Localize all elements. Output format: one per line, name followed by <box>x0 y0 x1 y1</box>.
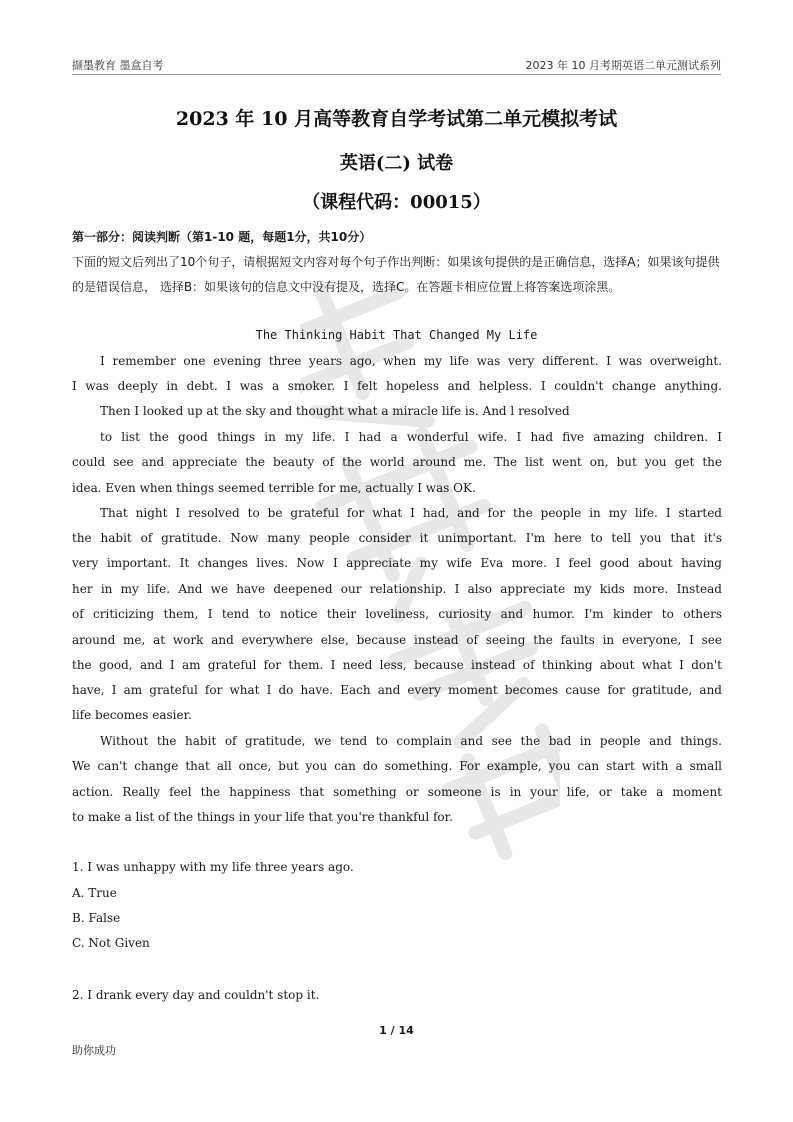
passage-line: around me, at work and everywhere else, because instead of seeing the faults in everyone, I see <box>72 633 722 647</box>
passage-line: to list the good things in my life. I had a wonderful wife. I had five amazing children. I <box>100 430 722 444</box>
page-number: 1 / 14 <box>379 1024 414 1037</box>
page-footer: 助你成功 <box>72 1044 116 1057</box>
passage-line: her in my life. And we have deepened our relationship. I also appreciate my kids more. Instead <box>72 582 722 596</box>
passage-line: the habit of gratitude. Now many people consider it unimportant. I'm here to tell you that it's <box>72 531 722 545</box>
passage-title: The Thinking Habit That Changed My Life <box>255 328 538 342</box>
passage-line: of criticizing them, I tend to notice their loveliness, curiosity and humor. I'm kinder to others <box>72 607 722 621</box>
passage-line: That night I resolved to be grateful for what I had, and for the people in my life. I started <box>100 506 722 520</box>
passage-line: idea. Even when things seemed terrible for me, actually I was OK. <box>72 481 476 495</box>
passage-line: could see and appreciate the beauty of the world around me. The list went on, but you get the <box>72 455 722 469</box>
exam-subject: 英语(二) 试卷 <box>339 153 454 174</box>
exam-title: 2023 年 10 月高等教育自学考试第二单元模拟考试 <box>175 108 618 130</box>
section-instructions: 下面的短文后列出了10个句子，请根据短文内容对每个句子作出判断：如果该句提供的是正确信息，选择A；如果该句提供的是错误信息， 选择B：如果该句的信息文中没有提及，选择C。在答题卡相应位置上将答案选项涂黑。 <box>72 255 720 294</box>
question-1-option-b[interactable]: B. False <box>72 911 121 925</box>
passage-line: Without the habit of gratitude, we tend to complain and see the bad in people and things. <box>100 734 722 748</box>
question-1: 1. I was unhappy with my life three years ago. <box>72 860 354 874</box>
passage-line: action. Really feel the happiness that something or someone is in your life, or take a moment <box>72 785 722 799</box>
passage-line: to make a list of the things in your life that you're thankful for. <box>72 810 453 824</box>
passage-line: very important. It changes lives. Now I appreciate my wife Eva more. I feel good about having <box>72 556 722 570</box>
passage-line: Then I looked up at the sky and thought what a miracle life is. And l resolved <box>100 404 570 418</box>
page-header <box>72 54 721 75</box>
question-2: 2. I drank every day and couldn't stop it. <box>72 988 320 1002</box>
passage-line: life becomes easier. <box>72 708 192 722</box>
course-code: （课程代码：00015） <box>302 192 491 213</box>
passage-line: I was deeply in debt. I was a smoker. I felt hopeless and helpless. I couldn't change anything. <box>72 379 722 393</box>
passage-line: the good, and I am grateful for them. I need less, because instead of thinking about what I don't <box>72 658 722 672</box>
passage-line: I remember one evening three years ago, when my life was very different. I was overweight. <box>100 354 722 368</box>
passage-line: have, I am grateful for what I do have. Each and every moment becomes cause for gratitude, and <box>72 683 722 697</box>
passage-line: We can't change that all once, but you can do something. For example, you can start with a small <box>72 759 722 773</box>
header-left-text: 撷墨教育 墨盒自考 <box>72 59 164 72</box>
question-1-option-a[interactable]: A. True <box>72 886 117 900</box>
header-right-text: 2023 年 10 月考期英语二单元测试系列 <box>525 59 721 72</box>
section-heading: 第一部分：阅读判断（第1-10 题，每题1分，共10分） <box>72 230 372 244</box>
question-1-option-c[interactable]: C. Not Given <box>72 936 150 950</box>
